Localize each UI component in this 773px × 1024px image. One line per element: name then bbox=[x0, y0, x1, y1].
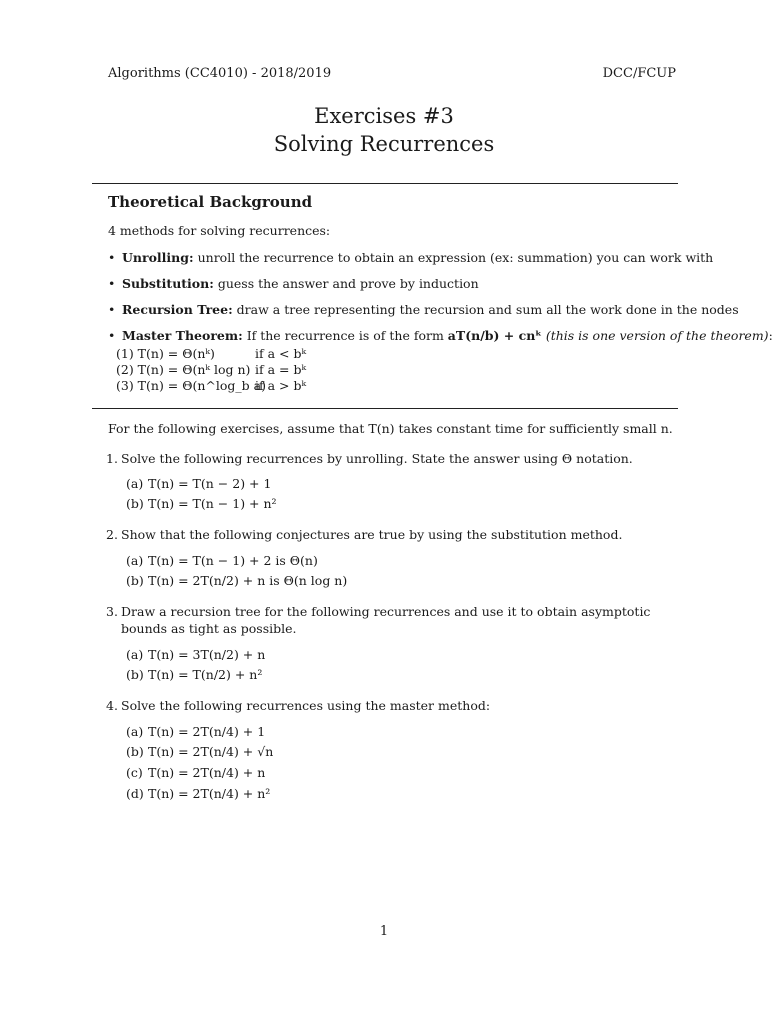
item-label: (a) bbox=[126, 724, 144, 739]
master-tail: : bbox=[768, 328, 773, 343]
master-case bbox=[116, 346, 307, 361]
exercise-1 bbox=[108, 450, 678, 467]
item-label: (a) bbox=[126, 553, 144, 568]
bullet-icon: • bbox=[108, 302, 116, 317]
item-expression: T(n) = T(n − 1) + n² bbox=[148, 496, 277, 511]
exercises-lead: For the following exercises, assume that T(n) takes constant time for sufficiently small n. bbox=[108, 421, 673, 436]
bullet-icon: • bbox=[108, 276, 116, 291]
item-label: (b) bbox=[126, 573, 144, 588]
exercise-text: Draw a recursion tree for the following recurrences and use it to obtain asymptotic bounds as tight as possible. bbox=[121, 604, 651, 636]
case-result: (1) T(n) = Θ(nᵏ) bbox=[116, 346, 215, 361]
item-expression: T(n) = 2T(n/4) + n² bbox=[148, 786, 271, 801]
master-case bbox=[116, 362, 307, 377]
method-description: guess the answer and prove by induction bbox=[217, 276, 479, 291]
exercise-number: 2. bbox=[106, 527, 118, 542]
exercise-item bbox=[126, 744, 273, 759]
method-unrolling bbox=[108, 250, 713, 265]
method-description: If the recurrence is of the form bbox=[246, 328, 444, 343]
item-expression: T(n) = T(n − 2) + 1 bbox=[148, 476, 272, 491]
exercise-text: Solve the following recurrences using the master method: bbox=[121, 698, 491, 713]
item-label: (d) bbox=[126, 786, 144, 801]
master-form: aT(n/b) + cnᵏ bbox=[447, 328, 542, 343]
item-label: (b) bbox=[126, 744, 144, 759]
method-name: Unrolling: bbox=[122, 250, 194, 265]
master-case bbox=[116, 378, 307, 393]
department-header: DCC/FCUP bbox=[602, 66, 676, 81]
exercise-item bbox=[126, 765, 265, 780]
exercise-item bbox=[126, 786, 270, 801]
item-expression: T(n) = 2T(n/4) + n bbox=[148, 765, 266, 780]
item-label: (c) bbox=[126, 765, 143, 780]
item-expression: T(n) = 2T(n/2) + n is Θ(n log n) bbox=[148, 573, 348, 588]
exercise-text: Show that the following conjectures are true by using the substitution method. bbox=[121, 527, 623, 542]
bottom-divider bbox=[92, 408, 678, 409]
page-number: 1 bbox=[379, 924, 389, 939]
item-label: (b) bbox=[126, 667, 144, 682]
bullet-icon: • bbox=[108, 250, 116, 265]
case-condition: if a = bᵏ bbox=[255, 362, 307, 377]
case-result: (2) T(n) = Θ(nᵏ log n) bbox=[116, 362, 251, 377]
method-master-theorem bbox=[108, 328, 773, 343]
bullet-icon: • bbox=[108, 328, 116, 343]
exercise-item bbox=[126, 553, 318, 568]
exercise-2 bbox=[108, 526, 678, 543]
exercise-text: Solve the following recurrences by unrolling. State the answer using Θ notation. bbox=[121, 451, 633, 466]
method-description: unroll the recurrence to obtain an expression (ex: summation) you can work with bbox=[197, 250, 714, 265]
exercise-3 bbox=[108, 603, 678, 637]
item-expression: T(n) = 3T(n/2) + n bbox=[148, 647, 266, 662]
case-result: (3) T(n) = Θ(n^log_b a) bbox=[116, 378, 266, 393]
exercise-4 bbox=[108, 697, 678, 714]
document-subtitle: Solving Recurrences bbox=[273, 132, 495, 156]
method-name: Recursion Tree: bbox=[122, 302, 233, 317]
master-note: (this is one version of the theorem) bbox=[545, 328, 769, 343]
exercise-item bbox=[126, 724, 265, 739]
item-expression: T(n) = 2T(n/4) + 1 bbox=[148, 724, 266, 739]
section-heading: Theoretical Background bbox=[108, 193, 313, 211]
exercise-item bbox=[126, 476, 271, 491]
exercise-number: 3. bbox=[106, 604, 118, 619]
method-description: draw a tree representing the recursion and sum all the work done in the nodes bbox=[236, 302, 739, 317]
method-substitution bbox=[108, 276, 479, 291]
item-expression: T(n) = T(n − 1) + 2 is Θ(n) bbox=[148, 553, 318, 568]
methods-intro: 4 methods for solving recurrences: bbox=[108, 223, 331, 238]
exercise-number: 1. bbox=[106, 451, 118, 466]
exercise-item bbox=[126, 496, 277, 511]
item-label: (a) bbox=[126, 476, 144, 491]
course-header: Algorithms (CC4010) - 2018/2019 bbox=[108, 66, 332, 81]
item-expression: T(n) = 2T(n/4) + √n bbox=[148, 744, 274, 759]
method-name: Master Theorem: bbox=[122, 328, 243, 343]
exercise-item bbox=[126, 647, 265, 662]
method-recursion-tree bbox=[108, 302, 739, 317]
exercise-item bbox=[126, 573, 347, 588]
item-label: (b) bbox=[126, 496, 144, 511]
top-divider bbox=[92, 183, 678, 184]
document-title: Exercises #3 bbox=[314, 104, 454, 128]
exercise-number: 4. bbox=[106, 698, 118, 713]
item-label: (a) bbox=[126, 647, 144, 662]
case-condition: if a < bᵏ bbox=[255, 346, 307, 361]
method-name: Substitution: bbox=[122, 276, 214, 291]
exercise-item bbox=[126, 667, 262, 682]
item-expression: T(n) = T(n/2) + n² bbox=[148, 667, 263, 682]
case-condition: if a > bᵏ bbox=[255, 378, 307, 393]
